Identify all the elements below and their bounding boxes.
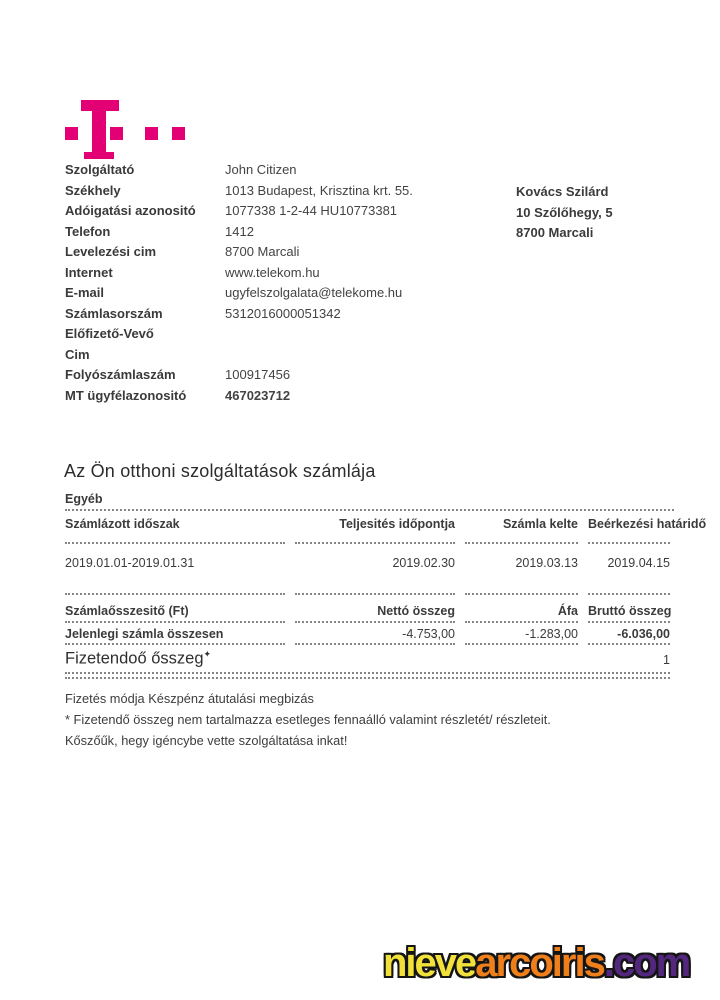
- info-row: [65, 324, 505, 345]
- col-header: Nettó összeg: [295, 595, 455, 623]
- info-value: [225, 345, 505, 366]
- invoice-header-row: [65, 517, 707, 544]
- invoice-date: 2019.03.13: [465, 544, 578, 595]
- invoice-table: [65, 517, 707, 751]
- info-row: [65, 386, 505, 407]
- logo-t-foot: [84, 152, 114, 159]
- logo-square-left-icon: [65, 127, 78, 140]
- info-row: [65, 365, 505, 386]
- recipient-address: [516, 182, 613, 244]
- divider-dotted: [65, 509, 674, 511]
- footer-notes: [65, 688, 670, 751]
- info-label: Adóigatási azonositó: [65, 203, 196, 218]
- info-label: Előfizető-Vevő: [65, 326, 154, 341]
- info-label: Székhely: [65, 182, 121, 198]
- footnote-text: * Fizetendő összeg nem tartalmazza esetleges fennaálló valamint részletét/ részleteit.: [65, 711, 551, 727]
- info-value: 1412: [225, 223, 254, 239]
- footnote-mark: ✦: [203, 649, 212, 659]
- info-label: Szolgáltató: [65, 162, 135, 177]
- summary-label: Jelenlegi számla összesen: [65, 623, 285, 645]
- logo-square-right-icon: [110, 127, 123, 140]
- info-row: [65, 222, 505, 243]
- info-value: 1013 Budapest, Krisztina krt. 55.: [225, 182, 413, 198]
- recipient-name: Kovács Szilárd: [516, 184, 609, 199]
- vat-amount: -1.283,00: [465, 623, 578, 645]
- info-row: [65, 201, 505, 222]
- info-value: [225, 324, 505, 345]
- customer-id-value: 467023712: [225, 387, 291, 403]
- total-row: [65, 645, 670, 672]
- info-value: John Citizen: [225, 162, 297, 177]
- total-value: 1: [663, 652, 670, 667]
- info-label: Folyószámlaszám: [65, 367, 176, 382]
- section-title: Az Ön otthoni szolgáltatások számlája: [64, 461, 376, 481]
- info-value: 5312016000051342: [225, 305, 341, 321]
- thank-you-text: Kőszőűk, hegy igéncybe vette szolgáltatása inkat!: [65, 732, 348, 748]
- info-value: 100917456: [225, 367, 291, 382]
- summary-header-row: [65, 595, 670, 623]
- provider-info-block: [65, 160, 505, 406]
- watermark-part-1: nieve: [383, 941, 476, 985]
- info-label: Telefon: [65, 223, 111, 239]
- email-value: ugyfelszolgalata@telekome.hu: [225, 285, 403, 300]
- info-row: [65, 181, 505, 202]
- net-amount: -4.753,00: [295, 623, 455, 645]
- fulfillment-date: 2019.02.30: [295, 544, 455, 595]
- info-row: [65, 242, 505, 263]
- logo-dot-2-icon: [172, 127, 185, 140]
- watermark-part-3: .com: [603, 941, 690, 985]
- info-row: [65, 345, 505, 366]
- info-label: MT ügyfélazonositó: [65, 387, 187, 403]
- info-row: [65, 160, 505, 181]
- payment-method-note: Fizetés módja Készpénz átutalási megbizás: [65, 690, 314, 706]
- col-header: Számla kelte: [465, 517, 578, 544]
- due-date: 2019.04.15: [588, 544, 670, 595]
- info-row: [65, 283, 505, 304]
- col-header: Számlázott időszak: [65, 517, 285, 544]
- col-header: Bruttó összeg: [588, 595, 670, 623]
- recipient-city: 8700 Marcali: [516, 225, 594, 240]
- watermark-site-text: [383, 941, 689, 986]
- col-header: Beérkezési határidő: [588, 517, 670, 544]
- summary-data-row: [65, 623, 670, 645]
- info-row: [65, 263, 505, 284]
- logo-dot-1-icon: [145, 127, 158, 140]
- info-label: Levelezési cim: [65, 244, 157, 259]
- invoice-data-row: [65, 544, 670, 595]
- info-label: E-mail: [65, 285, 105, 300]
- gross-amount: -6.036,00: [588, 623, 670, 645]
- col-header: Áfa: [465, 595, 578, 623]
- info-label: Cim: [65, 346, 90, 362]
- recipient-street: 10 Szőlőhegy, 5: [516, 204, 613, 220]
- website-value: www.telekom.hu: [225, 264, 320, 280]
- logo-t-stem: [92, 100, 106, 158]
- watermark-part-2: arcoiris: [475, 941, 604, 985]
- info-row: [65, 304, 505, 325]
- section-subtitle: Egyéb: [65, 492, 103, 506]
- billing-period: 2019.01.01-2019.01.31: [65, 544, 285, 595]
- info-value: 1077338 1-2-44 HU10773381: [225, 203, 398, 218]
- info-value: 8700 Marcali: [225, 244, 300, 259]
- total-label: Fizetendoő ősszeg✦: [65, 649, 212, 668]
- info-label: Internet: [65, 264, 113, 280]
- divider-double-dotted: [65, 672, 670, 679]
- col-header: Teljesités időpontja: [295, 517, 455, 544]
- telekom-t-logo: [0, 0, 220, 170]
- info-label: Számlasorszám: [65, 305, 163, 321]
- col-header: Számlaősszesitő (Ft): [65, 595, 285, 623]
